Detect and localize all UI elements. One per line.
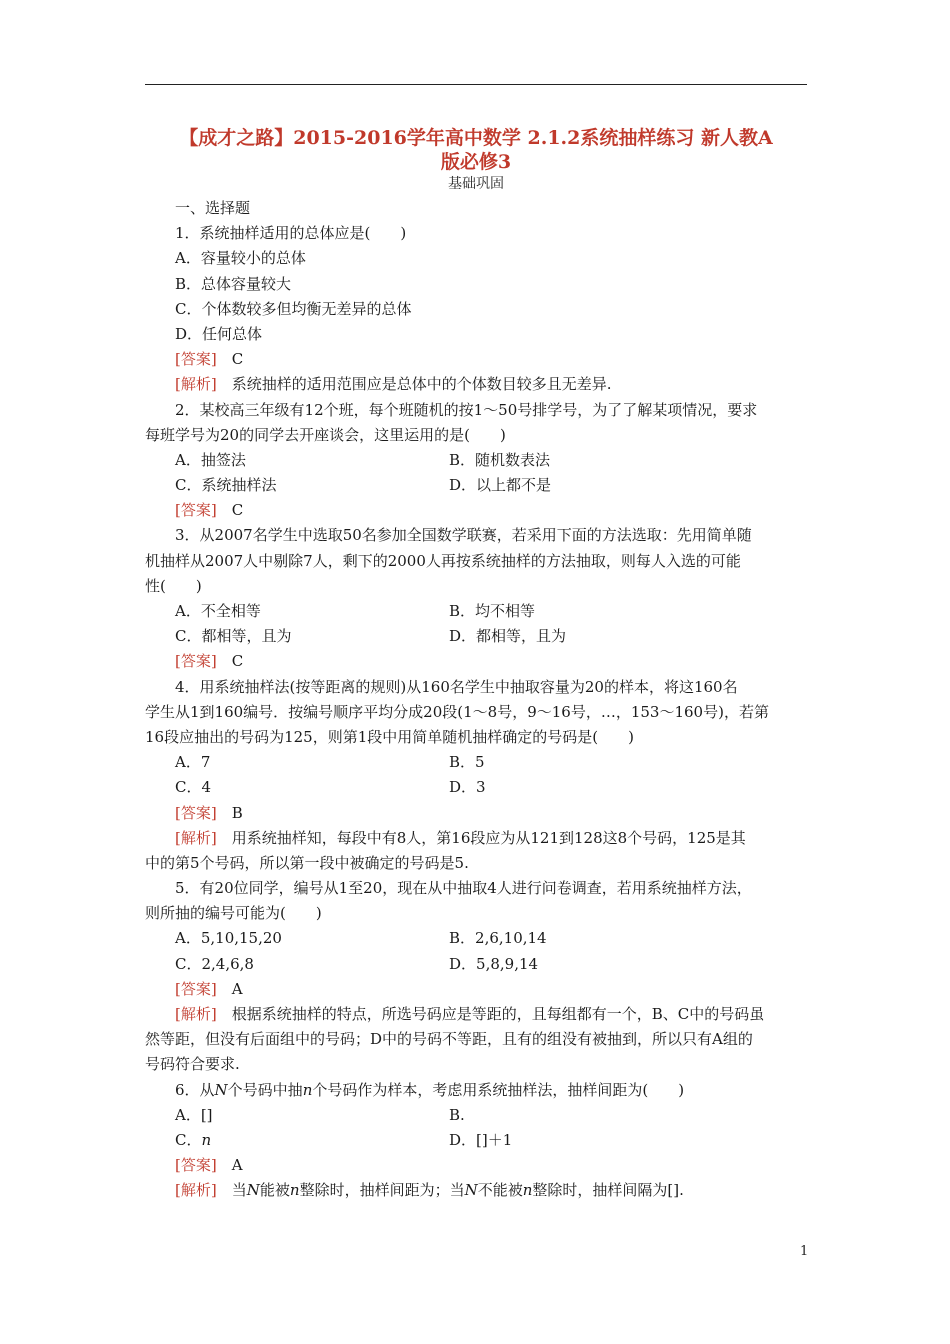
- analysis-line: [145, 826, 807, 851]
- answer-line: [145, 347, 807, 372]
- question-stem: 1．系统抽样适用的总体应是( ): [175, 224, 407, 243]
- option: D．都相等，且为: [449, 627, 567, 646]
- option: B.: [449, 1105, 465, 1124]
- option: A．7: [175, 753, 211, 772]
- option: C．2,4,6,8: [175, 954, 254, 973]
- section-heading: 一、选择题: [175, 199, 251, 217]
- stem-text: 6．从: [175, 1080, 215, 1099]
- answer-value: C: [231, 501, 244, 520]
- option-row: [145, 952, 807, 977]
- option: A．抽签法: [175, 450, 246, 469]
- option: D．3: [449, 778, 486, 797]
- var-n: n: [289, 1181, 300, 1200]
- answer-tag: [答案]: [175, 652, 217, 671]
- var-n: n: [201, 1130, 212, 1149]
- answer-line: [145, 1153, 807, 1178]
- analysis-text: 整除时，抽样间隔为[].: [532, 1181, 684, 1200]
- stem-text: 个号码中抽: [227, 1080, 303, 1099]
- option: B．均不相等: [449, 602, 536, 620]
- option: B．总体容量较大: [175, 274, 292, 293]
- option-row: [145, 775, 807, 800]
- answer-value: A: [231, 1156, 243, 1175]
- option: D．5,8,9,14: [449, 954, 539, 973]
- analysis-text: 不能被: [477, 1181, 523, 1200]
- analysis-line: [145, 1002, 807, 1027]
- option-row: [145, 1103, 807, 1128]
- analysis-tag: [解析]: [175, 1181, 217, 1200]
- option-row: [145, 599, 807, 624]
- analysis-text: 根据系统抽样的特点，所选号码应是等距的，且每组都有一个，B、C中的号码虽: [231, 1005, 765, 1023]
- var-N: N: [246, 1181, 260, 1200]
- option: D．[]＋1: [449, 1130, 513, 1149]
- option-row: [145, 750, 807, 775]
- analysis-tag: [解析]: [175, 828, 217, 847]
- answer-tag: [答案]: [175, 1156, 217, 1175]
- doc-title-line1: 【成才之路】2015-2016学年高中数学 2.1.2系统抽样练习 新人教A: [179, 127, 773, 149]
- analysis-cont: 中的第5个号码，所以第一段中被确定的号码是5.: [145, 853, 469, 872]
- analysis-text: 系统抽样的适用范围应是总体中的个体数目较多且无差异.: [231, 375, 612, 394]
- question-stem-cont: 每班学号为20的同学去开座谈会，这里运用的是( ): [145, 425, 506, 444]
- option: A．[]: [175, 1105, 213, 1124]
- header-rule: [145, 84, 807, 85]
- option: C．4: [175, 778, 212, 797]
- option: A．5,10,15,20: [175, 929, 282, 948]
- option: B．随机数表法: [449, 450, 551, 469]
- question-stem-cont: 性( ): [145, 576, 202, 595]
- analysis-line: [145, 1178, 807, 1203]
- answer-tag: [答案]: [175, 803, 217, 822]
- answer-tag: [答案]: [175, 350, 217, 369]
- var-N: N: [464, 1181, 478, 1200]
- answer-line: [145, 977, 807, 1002]
- option-label: C．: [175, 1130, 202, 1149]
- option-row: [145, 926, 807, 951]
- question-stem: 3．从2007名学生中选取50名参加全国数学联赛，若采用下面的方法选取：先用简单随: [175, 526, 752, 545]
- analysis-cont: 号码符合要求.: [145, 1055, 240, 1074]
- question-list: [145, 196, 807, 1204]
- option: [145, 1128, 449, 1153]
- analysis-text: 能被: [259, 1181, 290, 1200]
- stem-text: 个号码作为样本，考虑用系统抽样法，抽样间距为( ): [312, 1080, 685, 1099]
- option: C．都相等，且为: [175, 627, 292, 646]
- var-n: n: [302, 1080, 313, 1099]
- doc-subtitle: 基础巩固: [448, 176, 504, 192]
- analysis-cont: 然等距，但没有后面组中的号码；D中的号码不等距，且有的组没有被抽到，所以只有A组的: [145, 1030, 753, 1049]
- question-stem-cont: 则所抽的编号可能为( ): [145, 904, 322, 923]
- analysis-text: 整除时，抽样间距为；当: [299, 1181, 465, 1200]
- answer-tag: [答案]: [175, 501, 217, 520]
- answer-line: [145, 801, 807, 826]
- question-stem-cont: 16段应抽出的号码为125，则第1段中用简单随机抽样确定的号码是( ): [145, 727, 634, 746]
- answer-line: [145, 649, 807, 674]
- question-stem-cont: 机抽样从2007人中剔除7人，剩下的2000人再按系统抽样的方法抽取，则每人入选的可能: [145, 551, 741, 570]
- var-n: n: [522, 1181, 533, 1200]
- option: C．个体数较多但均衡无差异的总体: [175, 299, 412, 318]
- option: D．以上都不是: [449, 476, 552, 495]
- question-stem: 4．用系统抽样法(按等距离的规则)从160名学生中抽取容量为20的样本，将这160名: [175, 677, 738, 696]
- question-stem-cont: 学生从1到160编号．按编号顺序平均分成20段(1～8号，9～16号，…，153～160号)，若第: [145, 702, 769, 721]
- analysis-tag: [解析]: [175, 375, 217, 394]
- option: A．不全相等: [175, 602, 261, 620]
- answer-line: [145, 498, 807, 523]
- option-row: [145, 624, 807, 649]
- analysis-text: 当: [231, 1181, 247, 1200]
- option: A．容量较小的总体: [175, 249, 306, 268]
- answer-tag: [答案]: [175, 979, 217, 998]
- question-stem: [145, 1078, 807, 1103]
- option: D．任何总体: [175, 324, 263, 343]
- analysis-tag: [解析]: [175, 1005, 217, 1023]
- option-row: [145, 473, 807, 498]
- analysis-line: [145, 372, 807, 397]
- answer-value: B: [231, 803, 243, 822]
- var-N: N: [214, 1080, 228, 1099]
- answer-value: C: [231, 652, 244, 671]
- doc-title-line2: 版必修3: [440, 151, 512, 173]
- page-number: 1: [800, 1244, 809, 1259]
- option: B．2,6,10,14: [449, 929, 547, 948]
- question-stem: 2．某校高三年级有12个班，每个班随机的按1～50号排学号，为了了解某项情况，要求: [175, 400, 758, 419]
- option-row: [145, 448, 807, 473]
- question-stem: 5．有20位同学，编号从1至20，现在从中抽取4人进行问卷调查，若用系统抽样方法，: [175, 879, 752, 898]
- analysis-text: 用系统抽样知，每段中有8人，第16段应为从121到128这8个号码，125是其: [231, 828, 746, 847]
- option: C．系统抽样法: [175, 476, 277, 495]
- answer-value: C: [231, 350, 244, 369]
- option-row: [145, 1128, 807, 1153]
- answer-value: A: [231, 979, 243, 998]
- option: B．5: [449, 753, 485, 772]
